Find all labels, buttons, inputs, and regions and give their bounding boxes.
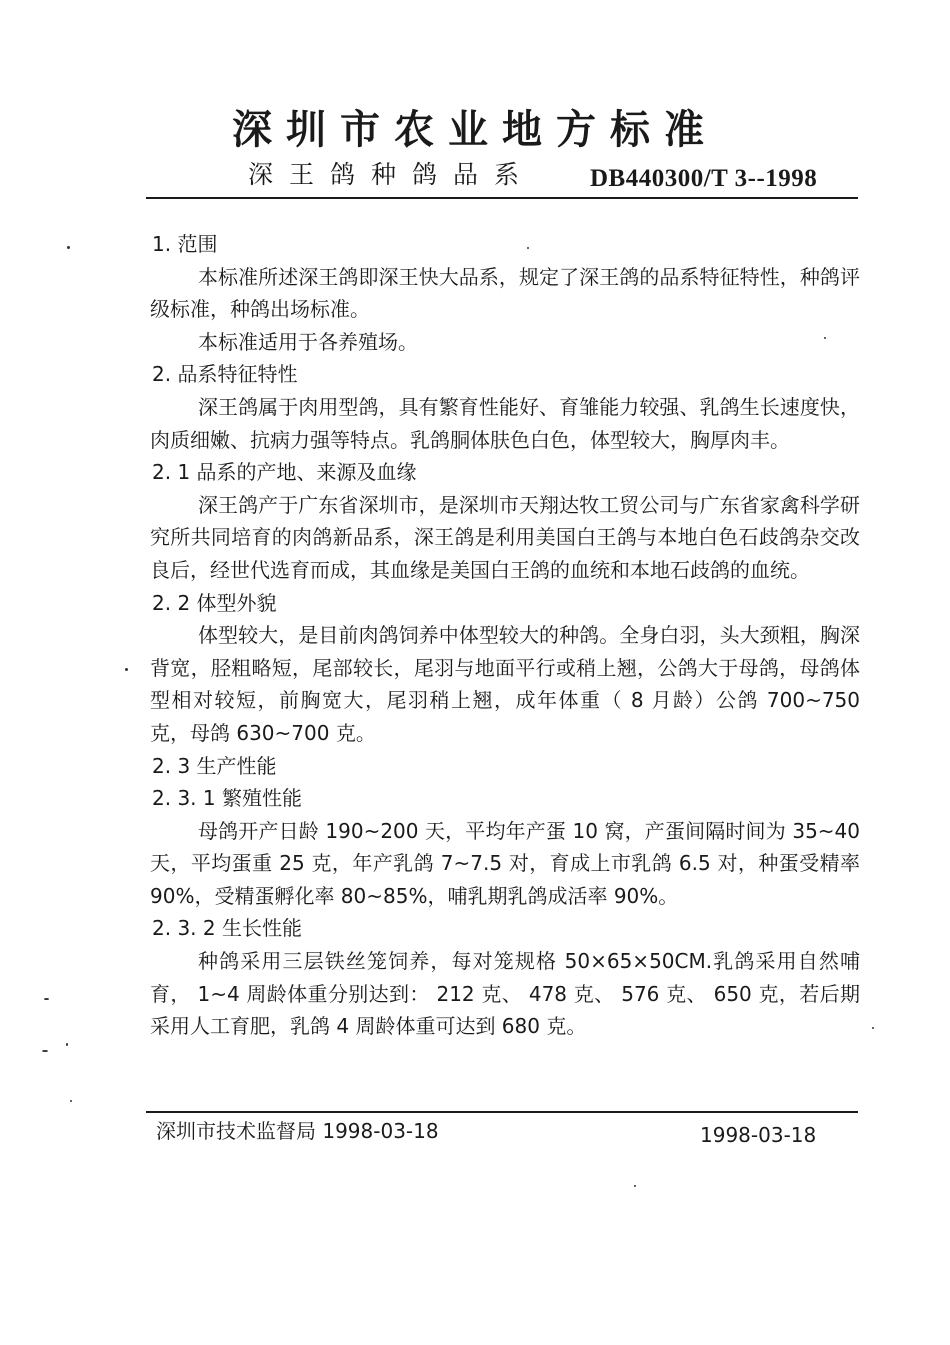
document-title: 深圳市农业地方标准 [232, 106, 718, 153]
section-heading: 2. 2 体型外貌 [152, 590, 277, 615]
scan-speck [824, 337, 826, 339]
footer-issuer: 深圳市技术监督局 1998-03-18 [156, 1119, 439, 1143]
section-heading: 2. 3. 2 生长性能 [152, 916, 302, 941]
paragraph: 本标准所述深王鸽即深王快大品系，规定了深王鸽的品系特征特性，种鸽评级标准，种鸽出场标准。 [150, 264, 860, 322]
section-heading: 2. 品系特征特性 [152, 362, 298, 387]
standard-code: DB440300/T 3--1998 [590, 165, 818, 192]
section-heading: 2. 3 生产性能 [152, 753, 277, 778]
header-divider [146, 197, 858, 199]
paragraph: 体型较大，是目前肉鸽饲养中体型较大的种鸽。全身白羽，头大颈粗，胸深背宽，胫粗略短，尾部较长，尾羽与地面平行或稍上翘，公鸽大于母鸽，母鸽体型相对较短，前胸宽大，尾羽稍上翘，成年体重（ 8 月龄）公鸽 700~750 克，母鸽 630~700 克。 [150, 623, 860, 745]
document-body [150, 228, 860, 1043]
paragraph: 种鸽采用三层铁丝笼饲养，每对笼规格 50×65×50CM.乳鸽采用自然哺育， 1~4 周龄体重分别达到： 212 克、 478 克、 576 克、 650 克，若后期采用人工育肥，乳鸽 4 周龄体重可达到 680 克。 [150, 949, 860, 1039]
footer-date: 1998-03-18 [700, 1123, 817, 1147]
scan-speck [42, 1050, 48, 1052]
scan-speck [527, 247, 529, 249]
section-heading: 1. 范围 [152, 232, 218, 256]
scan-speck [44, 998, 49, 1000]
section-heading: 2. 1 品系的产地、来源及血缘 [152, 460, 417, 485]
document-subtitle: 深王鸽种鸽品系 [248, 160, 536, 189]
paragraph: 深王鸽产于广东省深圳市，是深圳市天翔达牧工贸公司与广东省家禽科学研究所共同培育的肉鸽新品系，深王鸽是利用美国白王鸽与本地白色石歧鸽杂交改良后，经世代选育而成，其血缘是美国白王鸽的血统和本地石歧鸽的血统。 [150, 492, 860, 582]
scan-speck [70, 1100, 72, 1102]
paragraph: 本标准适用于各养殖场。 [198, 329, 418, 354]
scan-speck [872, 1027, 874, 1029]
paragraph: 母鸽开产日龄 190~200 天，平均年产蛋 10 窝，产蛋间隔时间为 35~40 天，平均蛋重 25 克，年产乳鸽 7~7.5 对，育成上市乳鸽 6.5 对，种蛋受精率 90%，受精蛋孵化率 80~85%，哺乳期乳鸽成活率 90%。 [150, 818, 860, 908]
scan-speck [66, 1043, 68, 1046]
scan-speck [67, 246, 70, 249]
scan-speck [125, 668, 128, 671]
paragraph: 深王鸽属于肉用型鸽，具有繁育性能好、育雏能力较强、乳鸽生长速度快，肉质细嫩、抗病力强等特点。乳鸽胴体肤色白色，体型较大，胸厚肉丰。 [150, 394, 860, 452]
section-heading: 2. 3. 1 繁殖性能 [152, 786, 302, 811]
footer-divider [146, 1111, 858, 1113]
scan-speck [634, 1185, 636, 1187]
